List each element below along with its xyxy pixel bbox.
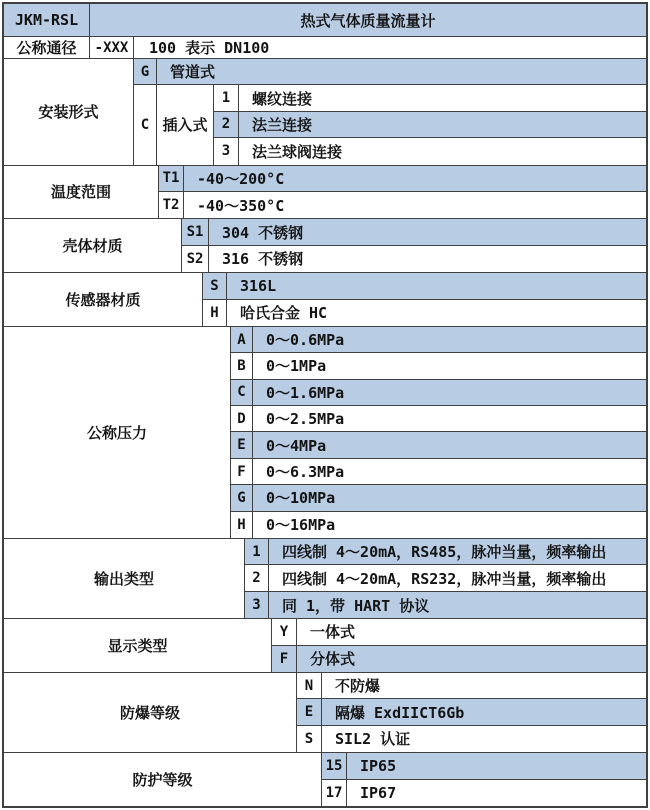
option-row (245, 592, 646, 618)
install-label: 安装形式 (4, 59, 134, 165)
option-row (203, 273, 646, 299)
option-row (245, 565, 646, 591)
option-row (297, 699, 646, 725)
option-row (134, 59, 646, 85)
option-code: 2 (214, 112, 239, 137)
option-code: T1 (159, 166, 184, 191)
option-code: A (231, 327, 253, 352)
option-desc: 一体式 (310, 623, 356, 642)
insert-type-label: 插入式 (157, 85, 214, 164)
temperature-label: 温度范围 (4, 166, 159, 219)
option-desc: 0～0.6MPa (253, 327, 646, 352)
model-code: JKM-RSL (4, 4, 90, 36)
option-row (245, 539, 646, 565)
option-row (322, 753, 646, 779)
diameter-label: 公称通径 (4, 37, 90, 58)
option-row (231, 512, 646, 538)
option-desc: 0～6.3MPa (266, 463, 345, 482)
option-code: 17 (322, 780, 347, 806)
option-row (159, 192, 646, 218)
option-code: 1 (214, 85, 239, 110)
section-pressure (4, 327, 646, 539)
option-desc: 304 不锈钢 (209, 219, 646, 244)
option-desc: 法兰球阀连接 (252, 142, 343, 161)
explosion-label: 防爆等级 (4, 673, 297, 752)
option-row (159, 166, 646, 192)
option-desc: 316L (227, 273, 646, 298)
option-desc: 法兰连接 (239, 112, 646, 137)
option-code: N (297, 673, 322, 698)
option-code: H (231, 512, 253, 538)
option-desc: 0～10MPa (253, 485, 646, 510)
product-title: 热式气体质量流量计 (90, 4, 646, 36)
option-code: E (297, 699, 322, 724)
display-label: 显示类型 (4, 619, 272, 672)
option-row (297, 726, 646, 752)
option-desc: IP65 (347, 753, 646, 778)
option-desc: IP67 (360, 783, 397, 802)
option-code: C (231, 380, 253, 405)
option-code: H (203, 300, 227, 326)
option-code: D (231, 406, 253, 431)
option-desc: 不防爆 (335, 677, 381, 696)
option-desc: SIL2 认证 (335, 730, 411, 749)
option-row (214, 138, 646, 164)
option-code: -XXX (90, 37, 134, 58)
option-code: 3 (214, 138, 239, 164)
option-desc: 哈氏合金 HC (240, 304, 328, 323)
option-row (203, 300, 646, 326)
section-protection (4, 753, 646, 806)
option-desc: 同 1，带 HART 协议 (269, 592, 646, 618)
option-desc: 四线制 4～20mA，RS485，脉冲当量，频率输出 (269, 539, 646, 564)
section-diameter (4, 37, 646, 59)
option-code: T2 (159, 192, 184, 218)
option-code: S1 (182, 219, 209, 244)
option-code: S (203, 273, 227, 298)
option-desc: 0～1MPa (266, 357, 327, 376)
housing-label: 壳体材质 (4, 219, 182, 272)
option-desc: -40～350°C (197, 196, 285, 215)
section-sensor (4, 273, 646, 327)
option-row (231, 380, 646, 406)
option-code: F (272, 646, 297, 672)
option-desc: 0～16MPa (266, 516, 336, 535)
option-desc: 0～1.6MPa (253, 380, 646, 405)
option-row (90, 37, 646, 58)
option-desc: -40～200°C (184, 166, 646, 191)
option-desc: 管道式 (157, 59, 646, 84)
option-desc: 隔爆 ExdIICT6Gb (322, 699, 646, 724)
option-code: F (231, 459, 253, 484)
option-row (272, 646, 646, 672)
option-code: Y (272, 619, 297, 644)
option-row (322, 780, 646, 806)
option-desc: 0～2.5MPa (266, 410, 345, 429)
option-code: 1 (245, 539, 269, 564)
option-row (214, 85, 646, 111)
option-row (297, 673, 646, 699)
header-row (4, 4, 646, 37)
section-output (4, 539, 646, 619)
section-housing (4, 219, 646, 273)
section-explosion (4, 673, 646, 753)
option-row (231, 406, 646, 432)
option-row (182, 219, 646, 245)
option-row (231, 353, 646, 379)
option-desc: 100 表示 DN100 (149, 39, 270, 57)
option-desc: 四线制 4～20mA，RS232，脉冲当量，频率输出 (282, 569, 607, 588)
option-code: S2 (182, 246, 209, 272)
model-selection-table (2, 2, 648, 808)
output-label: 输出类型 (4, 539, 245, 618)
pressure-label: 公称压力 (4, 327, 231, 538)
option-row (231, 327, 646, 353)
option-row (272, 619, 646, 645)
section-install (4, 59, 646, 166)
option-code: 3 (245, 592, 269, 618)
option-code: S (297, 726, 322, 752)
option-row (231, 432, 646, 458)
section-temperature (4, 166, 646, 220)
option-code: G (231, 485, 253, 510)
option-code: E (231, 432, 253, 457)
option-code: C (134, 85, 157, 164)
option-row (231, 485, 646, 511)
section-display (4, 619, 646, 673)
option-desc: 0～4MPa (253, 432, 646, 457)
option-row (231, 459, 646, 485)
option-code: 15 (322, 753, 347, 778)
option-row (214, 112, 646, 138)
option-desc: 316 不锈钢 (222, 250, 304, 269)
option-row (182, 246, 646, 272)
option-desc: 螺纹连接 (252, 89, 313, 108)
option-code: 2 (245, 565, 269, 590)
insert-type-group (134, 85, 646, 164)
sensor-label: 传感器材质 (4, 273, 203, 326)
option-desc: 分体式 (297, 646, 646, 672)
option-code: B (231, 353, 253, 378)
protection-label: 防护等级 (4, 753, 322, 806)
option-code: G (134, 59, 157, 84)
